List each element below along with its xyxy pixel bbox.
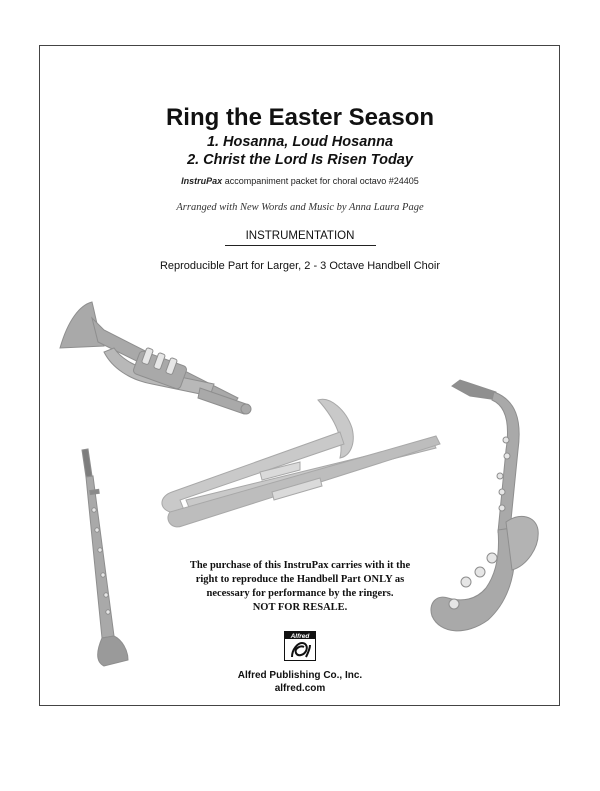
clarinet-illustration [82,449,128,666]
trumpet-illustration [60,302,251,414]
instrupax-brand: InstruPax [181,176,223,186]
instrumentation-rule [225,245,376,246]
subtitle-christ-risen: 2. Christ the Lord Is Risen Today [187,152,413,168]
packet-line [0,176,600,186]
notice-line: The purchase of this InstruPax carries with it the [189,560,411,571]
instrumentation-heading: INSTRUMENTATION [245,230,355,242]
publisher-website: alfred.com [274,683,326,694]
alfred-logo-icon [284,631,316,661]
part-description: Reproducible Part for Larger, 2 - 3 Octave Handbell Choir [159,260,441,272]
notice-line: necessary for performance by the ringers. [206,588,394,599]
publisher-name: Alfred Publishing Co., Inc. [237,670,363,681]
trombone-illustration [162,399,440,527]
subtitle-hosanna: 1. Hosanna, Loud Hosanna [206,134,394,150]
logo-text: Alfred [290,633,310,640]
arranger-credit: Arranged with New Words and Music by Anna Laura Page [176,202,424,213]
reproduction-notice [150,559,450,615]
notice-line: NOT FOR RESALE. [252,602,348,613]
notice-line: right to reproduce the Handbell Part ONLY as [195,574,405,585]
page-title: Ring the Easter Season [165,104,435,131]
packet-description: accompaniment packet for choral octavo #24405 [222,176,419,186]
